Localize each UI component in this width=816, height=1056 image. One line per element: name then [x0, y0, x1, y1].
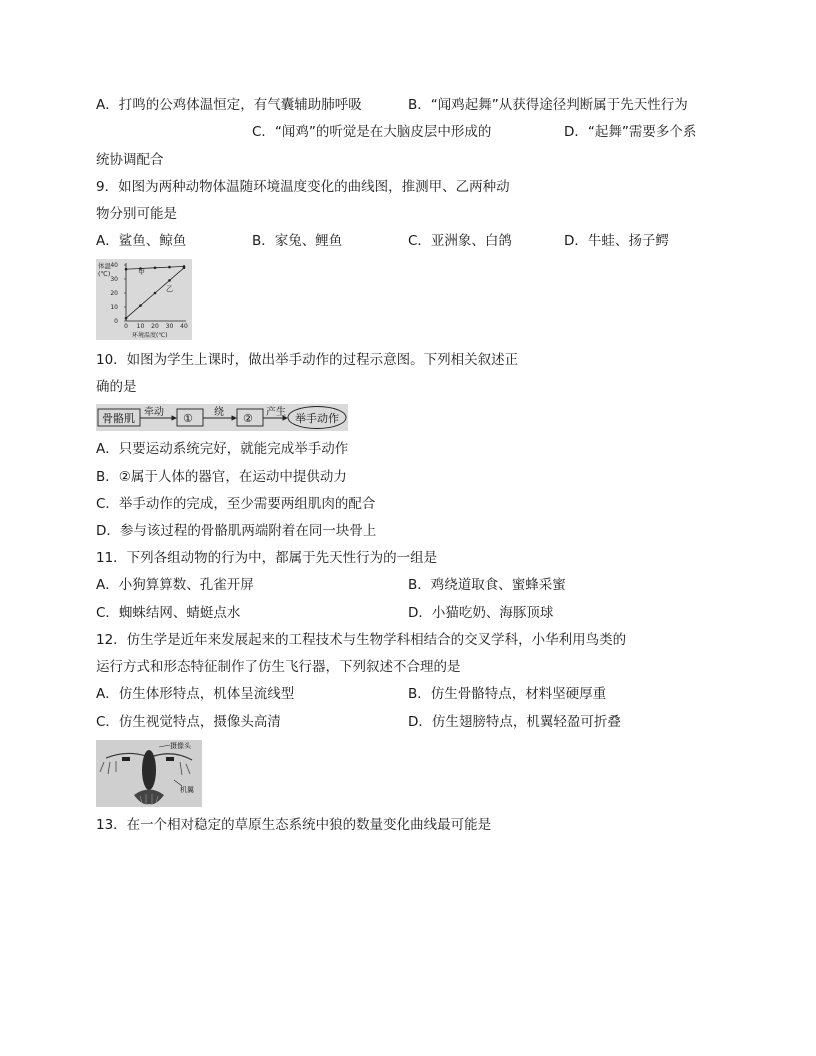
q9-series-point-1: [125, 268, 128, 271]
q9-x-tick-label: 0: [124, 323, 128, 330]
q12-option-a: A．仿生体形特点，机体呈流线型: [96, 686, 295, 702]
q12-right-camera: [166, 757, 174, 761]
q12-figure-svg: [96, 740, 202, 807]
q12-left-camera: [122, 757, 130, 761]
q13-stem: 13．在一个相对稳定的草原生态系统中狼的数量变化曲线最可能是: [96, 817, 492, 833]
q9-series-point-1: [154, 267, 157, 270]
q9-y-tick-label: 40: [110, 262, 118, 269]
q10-stem-line1: 10．如图为学生上课时，做出举手动作的过程示意图。下列相关叙述正: [96, 352, 519, 368]
q11-option-a: A．小狗算算数、孔雀开屏: [96, 577, 254, 593]
q9-series-point-2: [139, 304, 142, 307]
q11-option-d: D．小猫吃奶、海豚顶球: [408, 605, 554, 621]
q9-option-b: B．家兔、鲤鱼: [252, 233, 343, 249]
q12-left-wing-ribs: [100, 761, 116, 774]
q12-option-d: D．仿生翅膀特点，机翼轻盈可折叠: [408, 714, 621, 730]
q9-series-point-2: [168, 279, 171, 282]
q12-bionic-aircraft-figure: [96, 740, 202, 807]
q8-option-c: C．“闻鸡”的听觉是在大脑皮层中形成的: [252, 124, 492, 140]
q12-camera-pointer: [159, 745, 170, 747]
q9-y-title-1: 体温: [98, 262, 111, 270]
q10-arrow2-label: 绕: [214, 407, 224, 418]
q9-option-c: C．亚洲象、白鸽: [408, 233, 512, 249]
q11-stem: 11．下列各组动物的行为中，都属于先天性行为的一组是: [96, 550, 438, 566]
q10-box-start-label: 骨骼肌: [102, 412, 135, 425]
q9-series-point-2: [125, 317, 128, 320]
q9-option-d: D．牛蛙、扬子鳄: [564, 233, 669, 249]
q9-series-point-2: [154, 292, 157, 295]
q10-diagram-svg: [96, 404, 348, 431]
q9-chart-svg: [96, 259, 192, 340]
q9-stem-line1: 9．如图为两种动物体温随环境温度变化的曲线图，推测甲、乙两种动: [96, 179, 510, 195]
q9-y-tick-label: 10: [110, 304, 118, 311]
q9-x-tick-label: 40: [180, 323, 188, 330]
q9-y-tick-label: 30: [110, 276, 118, 283]
q9-series-point-1: [168, 266, 171, 269]
q8-option-d: D．“起舞”需要多个系: [564, 124, 697, 140]
q12-tail: [134, 790, 164, 805]
q10-option-d: D．参与该过程的骨骼肌两端附着在同一块骨上: [96, 523, 377, 539]
q9-x-tick-label: 30: [165, 323, 174, 330]
q11-option-c: C．蜘蛛结网、蜻蜓点水: [96, 605, 241, 621]
q12-option-b: B．仿生骨骼特点，材料坚硬厚重: [408, 686, 607, 702]
q10-stem-line2: 确的是: [96, 379, 137, 395]
q9-option-a: A．鲨鱼、鲸鱼: [96, 233, 187, 249]
q12-label-wing: 机翼: [180, 786, 194, 794]
q12-body: [142, 750, 156, 790]
q9-series-point-2: [183, 267, 186, 270]
q12-label-camera: 摄像头: [170, 742, 191, 750]
q9-label-jia: 甲: [138, 268, 145, 276]
q9-y-tick-label: 0: [114, 318, 118, 325]
q9-x-tick-label: 10: [136, 323, 145, 330]
q10-option-a: A．只要运动系统完好，就能完成举手动作: [96, 441, 349, 457]
q12-right-wing-ribs: [180, 762, 190, 775]
q9-x-tick-label: 20: [151, 323, 159, 330]
q9-temperature-chart: [96, 259, 192, 340]
q9-x-title: 环境温度(℃): [132, 332, 168, 339]
q8-option-a: A．打鸣的公鸡体温恒定，有气囊辅助肺呼吸: [96, 97, 362, 113]
q10-box1-label: ①: [183, 412, 193, 425]
q10-oval-label: 举手动作: [295, 412, 339, 425]
q8-option-b: B．“闻鸡起舞”从获得途径判断属于先天性行为: [408, 97, 688, 113]
q9-label-yi: 乙: [166, 285, 173, 293]
q12-option-c: C．仿生视觉特点，摄像头高清: [96, 714, 281, 730]
q9-stem-line2: 物分别可能是: [96, 206, 177, 222]
q10-option-b: B．②属于人体的器官，在运动中提供动力: [96, 469, 347, 485]
q9-y-title-2: (℃): [98, 270, 111, 278]
q10-box2-label: ②: [243, 412, 253, 425]
q10-arrow3-label: 产生: [266, 407, 286, 418]
q10-arrow1-label: 牵动: [144, 407, 164, 418]
q11-option-b: B．鸡绕道取食、蜜蜂采蜜: [408, 577, 566, 593]
q10-process-diagram: [96, 404, 348, 431]
q12-stem-line2: 运行方式和形态特征制作了仿生飞行器，下列叙述不合理的是: [96, 659, 461, 675]
q12-stem-line1: 12．仿生学是近年来发展起来的工程技术与生物学科相结合的交叉学科，小华利用鸟类的: [96, 632, 627, 648]
q8-option-d-continued: 统协调配合: [96, 152, 164, 168]
q10-option-c: C．举手动作的完成，至少需要两组肌肉的配合: [96, 496, 376, 512]
q9-y-tick-label: 20: [110, 290, 118, 297]
